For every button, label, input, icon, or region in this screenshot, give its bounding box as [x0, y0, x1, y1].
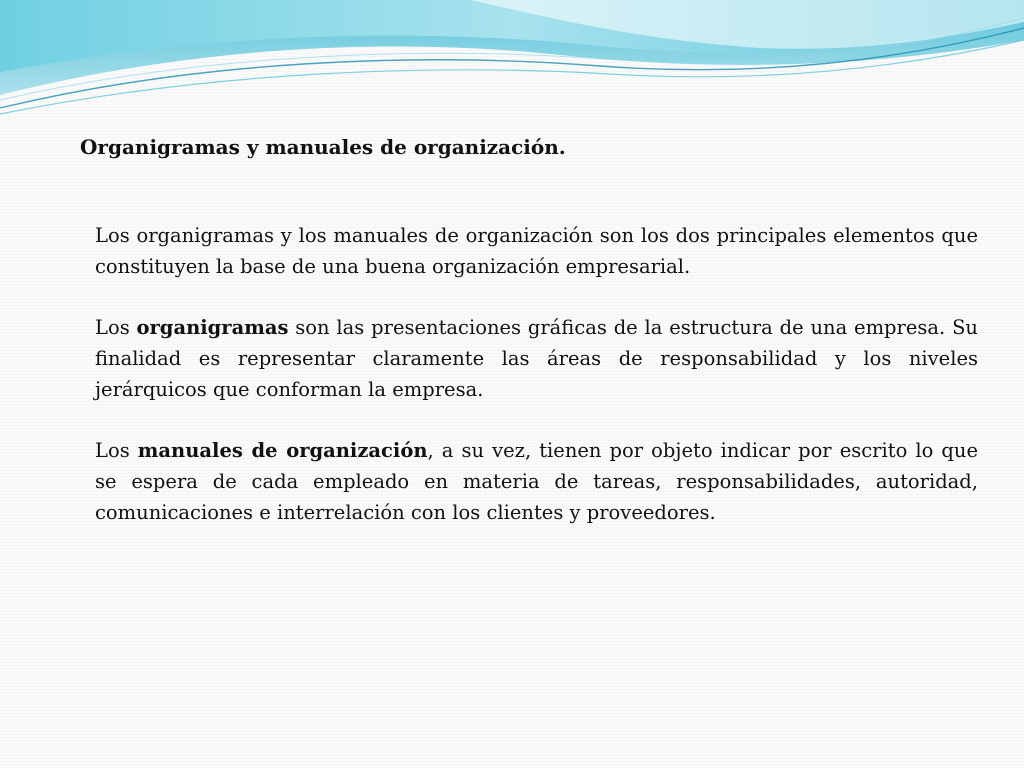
- term-organigramas: organigramas: [136, 316, 289, 339]
- header-wave-decoration: [0, 0, 1024, 130]
- slide-body: [95, 220, 978, 558]
- slide-title: Organigramas y manuales de organización.: [80, 135, 566, 159]
- paragraph-manuales-prefix: Los: [95, 439, 138, 462]
- term-manuales-de-organizacion: manuales de organización: [137, 439, 428, 462]
- paragraph-organigramas: [95, 312, 978, 405]
- paragraph-manuales: [95, 435, 978, 528]
- paragraph-organigramas-body: son las presentaciones gráficas de la estructura de una empresa. Su finalidad es representar claramente las áreas de responsabilidad y los niveles jerárquicos que conforman la empresa.: [95, 316, 978, 401]
- paragraph-organigramas-prefix: Los: [95, 316, 137, 339]
- paragraph-intro: Los organigramas y los manuales de organización son los dos principales elementos que constituyen la base de una buena organización empresarial.: [95, 224, 978, 278]
- paragraph-manuales-body: , a su vez, tienen por objeto indicar por escrito lo que se espera de cada empleado en materia de tareas, responsabilidades, autoridad, comunicaciones e interrelación con los clientes y proveedores.: [95, 439, 979, 524]
